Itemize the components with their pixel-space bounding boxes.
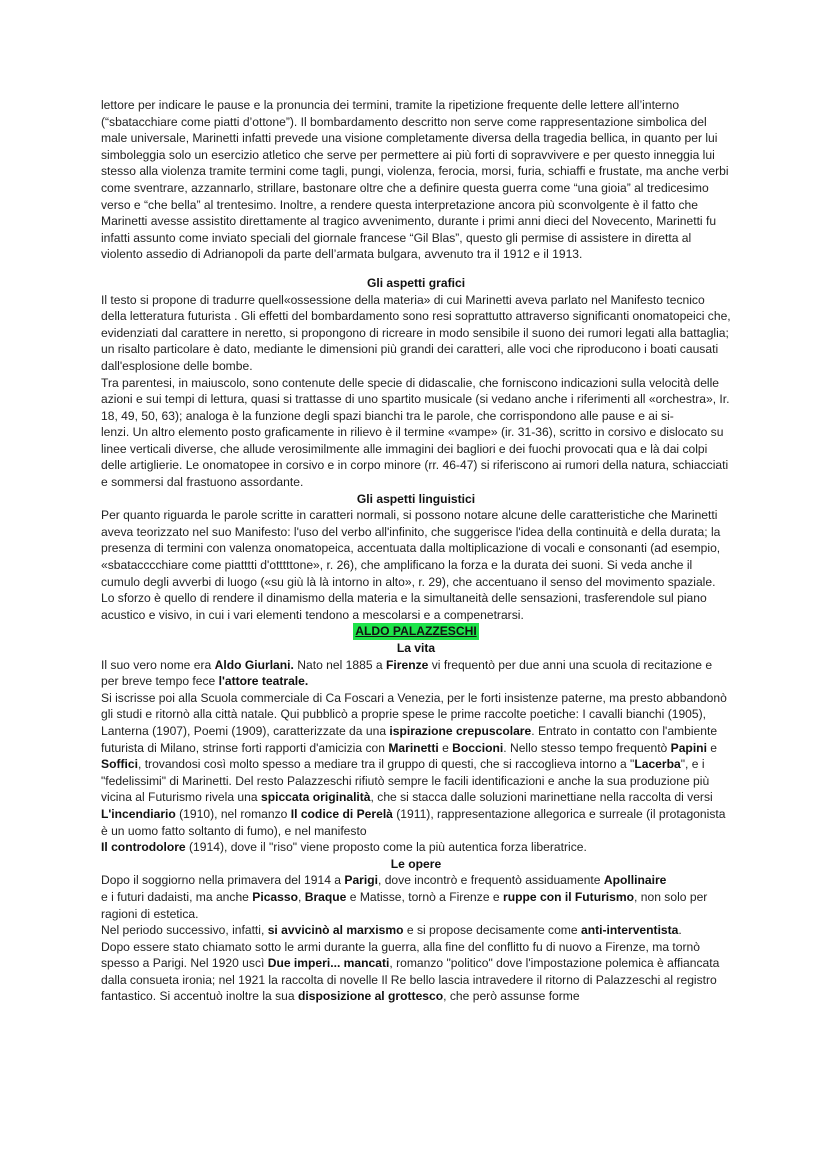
heading-le-opere: Le opere (390, 856, 442, 871)
heading-aspetti-grafici: Gli aspetti grafici (366, 275, 466, 290)
heading-la-vita: La vita (396, 641, 436, 655)
vita-paragraph-2: Si iscrisse poi alla Scuola commerciale di Ca Foscari a Venezia, per le forti insistenze paterne, ma presto abbandonò gli studi e ritornò alla città natale. Qui pubblicò a proprie spese le prime raccolte poetiche: I cavalli bianchi (1905), Lanterna (1907), Poemi (1909), caratterizzate da una ispirazione crepuscolare. Entrato in contatto con l'ambiente futurista di Milano, strinse forti rapporti d'amicizia con Marinetti e Boccioni. Nello stesso tempo frequentò Papini e Soffici, trovandosi così molto spesso a mediare tra il gruppo di questi, che si raccoglieva intorno a "Lacerba", e i "fedelissimi" di Marinetti. Del resto Palazzeschi rifiutò sempre le facili identificazioni e anche la sua produzione più vicina al Futurismo rivela una spiccata originalità, che si stacca dalle soluzioni marinettiane nella raccolta di versi L'incendiario (1910), nel romanzo Il codice di Perelà (1911), rappresentazione allegorica e surreale (il protagonista è un uomo fatto soltanto di fumo), e nel manifesto Il controdolore (1914), dove il "riso" viene proposto come la più autentica forza liberatrice. (101, 690, 727, 855)
section-title-aldo-palazzeschi: ALDO PALAZZESCHI (355, 624, 477, 639)
opere-paragraph-2: Nel periodo successivo, infatti, si avvicinò al marxismo e si propose decisamente come anti-interventista. (101, 923, 682, 938)
opere-paragraph-1: Dopo il soggiorno nella primavera del 1914 a Parigi, dove incontrò e frequentò assiduamente Apollinaire e i futuri dadaisti, ma anche Picasso, Braque e Matisse, tornò a Firenze e ruppe con il Futurismo, non solo per ragioni di estetica. (101, 873, 708, 921)
intro-paragraph: lettore per indicare le pause e la pronuncia dei termini, tramite la ripetizione frequente delle lettere all’interno (“sbatacchiare come piatti d’ottone”). Il bombardamento descritto non serve come rappresentazione simbolica del male universale, Marinetti infatti prevede una visione completamente diversa della tragedia bellica, in quanto per lui simboleggia solo un esercizio atletico che serve per permettere ai più forti di sopravvivere e per questo inneggia lui stesso alla violenza tramite termini come tagli, pungi, violenza, ferocia, morsi, furia, schiaffi e frustate, ma anche verbi come sventrare, azzannarlo, strillare, bastonare oltre che a definire questa guerra come “una gioia” al tredicesimo verso e “che bella” al trentesimo. Inoltre, a rendere questa interpretazione ancora più sconvolgente è il fatto che Marinetti avesse assistito direttamente al tragico avvenimento, durante i primi anni dieci del Novecento, Marinetti fu infatti assunto come inviato speciali del giornale francese “Gil Blas”, questo gli permise di assistere in diretta al violento assedio di Adrianopoli da parte dell’armata bulgara, avvenuto tra il 1912 e il 1913. (101, 98, 729, 262)
linguistici-paragraph: Per quanto riguarda le parole scritte in caratteri normali, si possono notare alcune delle caratteristiche che Marinetti aveva teorizzato nel suo Manifesto: l'uso del verbo all'infinito, che suggerisce l'idea della continuità e della durata; la presenza di termini con valenza onomatopeica, accentuata dalla moltiplicazione di vocali e consonanti (ad esempio, «sbatacccchiare come piatttti d'otttttone», r. 26), che amplificano la forza e la durata dei suoni. Si veda anche il cumulo degli avverbi di luogo («su giù là là intorno in alto», r. 29), che accentuano il senso del movimento spaziale. Lo sforzo è quello di rendere il dinamismo della materia e la simultaneità delle sensazioni, trasferendole sul piano acustico e visivo, in cui i vari elementi tendono a mescolarsi e a compenetrarsi. (101, 508, 721, 622)
vita-paragraph-1: Il suo vero nome era Aldo Giurlani. Nato nel 1885 a Firenze vi frequentò per due anni una scuola di recitazione e per breve tempo fece l'attore teatrale. (101, 657, 713, 689)
heading-aspetti-linguistici: Gli aspetti linguistici (356, 491, 476, 506)
opere-paragraph-3: Dopo essere stato chiamato sotto le armi durante la guerra, alla fine del conflitto fu di nuovo a Firenze, ma tornò spesso a Parigi. Nel 1920 uscì Due imperi... mancati, romanzo "politico" dove l'impostazione polemica è affiancata dalla consueta ironia; nel 1921 la raccolta di novelle Il Re bello lascia intravedere il ritorno di Palazzeschi al registro fantastico. Si accentuò inoltre la sua disposizione al grottesco, che però assunse forme (101, 939, 720, 1004)
grafici-paragraph-1: Il testo si propone di tradurre quell«ossessione della materia» di cui Marinetti aveva parlato nel Manifesto tecnico della letteratura futurista . Gli effetti del bombardamento sono resi soprattutto attraverso significanti onomatopeici che, evidenziati dal carattere in neretto, si propongono di ricreare in modo sensibile il suono dei rumori legati alla battaglia; un risalto particolare è dato, mediante le dimensioni più grandi dei caratteri, alle voci che riproducono i boati causati dall'esplosione delle bombe. (101, 292, 731, 373)
document-body (101, 97, 731, 1005)
grafici-paragraph-2: Tra parentesi, in maiuscolo, sono contenute delle specie di didascalie, che forniscono indicazioni sulla velocità delle azioni e sui tempi di lettura, quasi si trattasse di uno spartito musicale (si vedano anche i riferimenti all «orchestra», Ir. 18, 49, 50, 63); analoga è la funzione degli spazi bianchi tra le parole, che corrispondono alle pause e ai si- (101, 375, 730, 423)
section-title-wrapper (101, 623, 731, 640)
spacer (101, 263, 731, 275)
grafici-paragraph-3: lenzi. Un altro elemento posto graficamente in rilievo è il termine «vampe» (ir. 31-36), scritto in corsivo e dislocato su linee verticali diverse, che allude verosimilmente alle immagini dei bagliori e dei fuochi provocati qua e là dai colpi delle artiglierie. Le onomatopee in corsivo e in corpo minore (rr. 46-47) si riferiscono ai rumori della natura, schiacciati e sommersi dal frastuono assordante. (101, 425, 729, 490)
